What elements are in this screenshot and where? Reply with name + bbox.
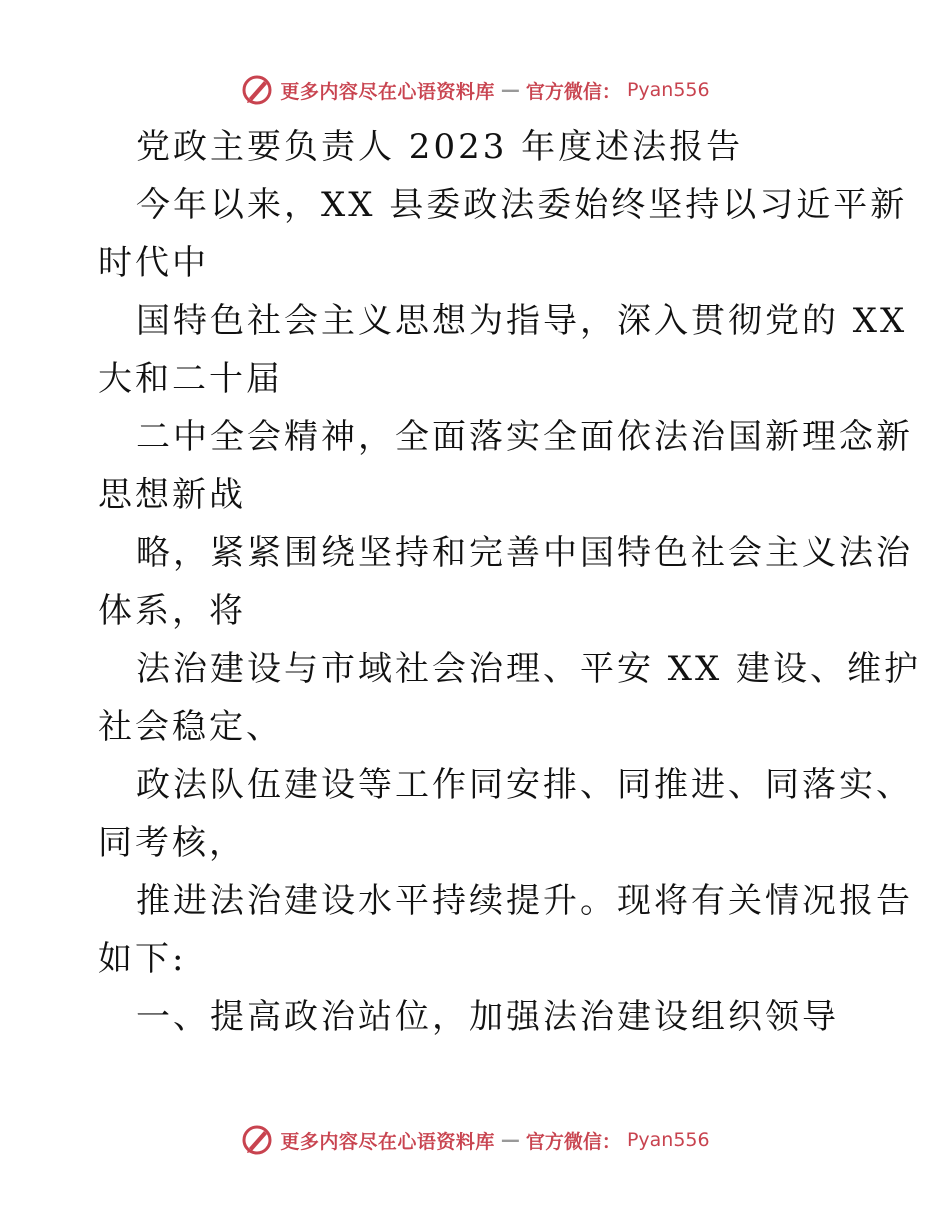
doc-line: 时代中: [98, 243, 209, 283]
watermark-label: 官方微信：: [525, 80, 621, 103]
doc-line: 政法队伍建设等工作同安排、同推进、同落实、: [136, 765, 913, 805]
document-body: [98, 118, 922, 1046]
watermark-dash: —: [500, 1129, 520, 1151]
brush-logo-icon: [240, 1123, 274, 1157]
doc-line: 大和二十届: [98, 359, 283, 399]
doc-line: 体系，将: [98, 591, 246, 631]
doc-line: 今年以来，XX 县委政法委始终坚持以习近平新: [136, 185, 908, 225]
doc-line: 二中全会精神，全面落实全面依法治国新理念新: [136, 417, 913, 457]
footer-watermark: [0, 1122, 950, 1158]
header-watermark: [0, 72, 950, 108]
doc-line: 如下:: [98, 939, 187, 979]
watermark-id: Pyan556: [626, 79, 710, 101]
doc-line: 推进法治建设水平持续提升。现将有关情况报告: [136, 881, 913, 921]
doc-line: 党政主要负责人 2023 年度述法报告: [136, 127, 744, 167]
watermark-dash: —: [500, 79, 520, 101]
doc-line: 略，紧紧围绕坚持和完善中国特色社会主义法治: [136, 533, 913, 573]
watermark-id: Pyan556: [626, 1129, 710, 1151]
doc-line: 法治建设与市域社会治理、平安 XX 建设、维护: [136, 649, 922, 689]
doc-line: 一、提高政治站位，加强法治建设组织领导: [136, 997, 839, 1037]
brush-logo-icon: [240, 73, 274, 107]
watermark-text: 更多内容尽在心语资料库: [280, 80, 495, 103]
doc-line: 同考核，: [98, 823, 246, 863]
doc-line: 社会稳定、: [98, 707, 283, 747]
watermark-label: 官方微信：: [525, 1130, 621, 1153]
doc-line: 思想新战: [98, 475, 246, 515]
watermark-text: 更多内容尽在心语资料库: [280, 1130, 495, 1153]
doc-line: 国特色社会主义思想为指导，深入贯彻党的 XX: [136, 301, 908, 341]
